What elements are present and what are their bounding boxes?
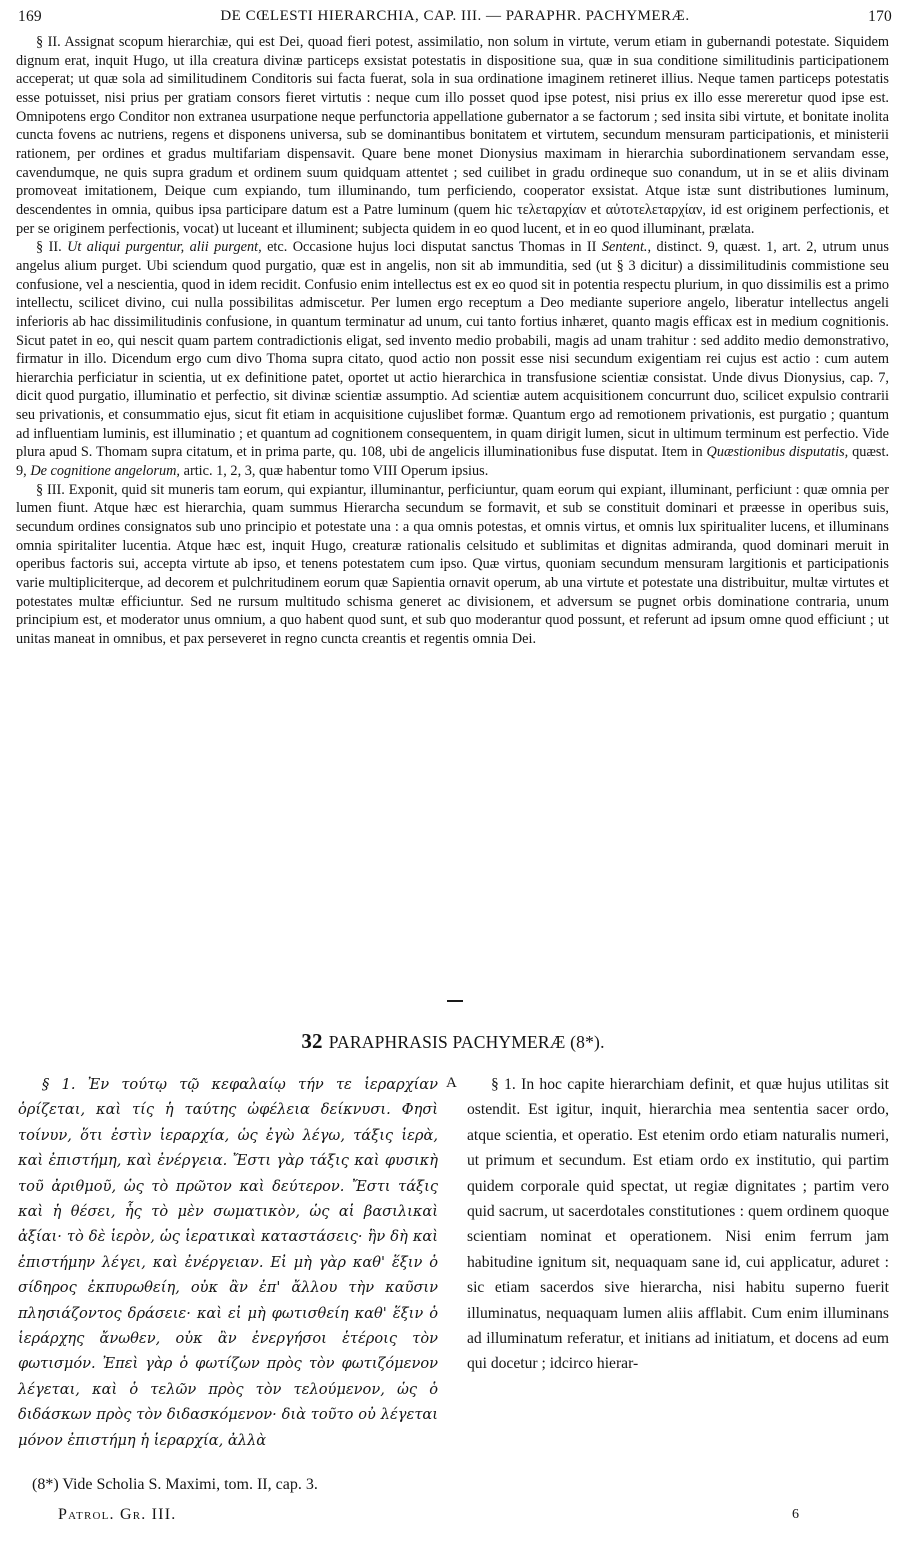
citation-title: Sentent. [601,239,648,256]
commentary-paragraph-3: § III. Exponit, quid sit muneris tam eorum, qui expiantur, illuminantur, perficiuntur, quam eorum qui expiant, illuminant, perficiunt : quæ omnia per lumen fiunt. Atque hæc est hierarchia, quam summus Hierarcha secundum se formavit, et sub se constituit dominari et præesse in operibus suis, secundum ordines consignatos sub uno principio et potestate una : a qua omnis potestas, et omnis virtus, et omnis lux spiritualiter lucens, et illuminans omnia spiritaliter lucentia. Atque hæc est, inquit Hugo, creaturæ rationalis celsitudo et sublimitas et dignitas admiranda, quod dominari meruit in operibus factoris sui, accepta virtute ab ipso, et tenens potestatem cum ipso. Quæ virtus, quoniam secundum mensuram largitionis et participationis varie multipliciterque, ad decorem et pulchritudinem eorum quæ Sapientia ornavit operum, ab una virtute et potestate una distribuitur, multæ virtutes et potestates multæ efficiuntur. Sed ne rursum multitudo schisma generet ac divisionem, et adversum se pugnet orbis dominatione contraria, unum principium est, et moderator unus omnium, a quo habent quod sunt, et sub quo moderantur quod possunt, et referunt ad ipsum omne quod efficiunt ; ut unitas maneat in omnibus, et pax perseveret in regno cuncta creantis et regentis omnia Dei. [16,481,889,647]
commentary-paragraph-1: § II. Assignat scopum hierarchiæ, qui est Dei, quoad fieri potest, assimilatio, non solum in virtute, verum etiam in gubernandi potestate. Siquidem dignum erat, inquit Hugo, ut illa creatura divinæ particeps exsistat potestatis in dispositione sua, quæ in sua conditione similitudinis participationem acceperat; ut quæ sola ad similitudinem Conditoris sui facta fuerat, sola in sua ordinatione imaginem retineret illius. Neque tamen particeps potestatis esse potuisset, nisi prius per gratiam consors fieret virtutis : neque cum illo posset quod ipse potest, nisi prius ex illo esse mereretur quod ipse est. Omnipotens ergo Conditor non extranea usurpatione neque perfunctoria appellatione gubernator a se factorum ; sed insita sibi virtute, et bonitate inolita cuncta fovens ac nutriens, regens et disponens universa, sub se dominantibus bonitatem et virtutem, secundum mensuram participationis, et ministerii rationem, per ordines et gradus multifariam dispensavit. Quare bene monet Dionysius maximam in hierarchia subordinationem servandam esse, cavendumque, ne quis supra gradum et ordinem suum quidquam attentet ; sed cuilibet in gradu ordineque suo conandum, ut in se et aliis divinam promoveat imitationem, Deique cum expiando, tum illuminando, tum perficiendo, cooperator exsistat. Atque istæ sunt distributiones luminum, descendentes in omnia, quibus ipsa participare datum est a Patre luminum (quem hic τελεταρχίαν et αὐτοτελεταρχίαν, id est originem perfectionis, et per se originem perfectionis, vocat) ut luceant et illuminent; subjecta quidem in eo quod lucent, et in eo quod illuminant, prælata. [16,34,889,237]
paragraph-text: artic. 1, 2, 3, quæ habentur tomo VIII Operum ipsius. [183,463,489,480]
running-title: DE CŒLESTI HIERARCHIA, CAP. III. — PARAPHR. PACHYMERÆ. [220,8,690,24]
page-number-left: 169 [18,8,42,25]
paragraph-text: quæst. 9, [16,444,890,480]
column-marker: A [446,1075,457,1091]
greek-text-column [18,1072,438,1453]
section-heading [0,1029,906,1054]
page-number-right: 170 [868,8,892,25]
running-head [18,8,892,30]
section-mark: § II. [36,239,62,256]
section-number: 32 [301,1029,323,1053]
paragraph-text: , distinct. 9, quæst. 1, art. 2, utrum unus angelus alium purget. Ubi sciendum quod purgatio, quæ est in angelis, non sit ab immunditia, sed (ut § 3 dicitur) a dissimilitudinis commistione seu confusione, vel a nescientia, quod in idem recidit. Confusio enim intellectus est ex eo quod sit in potentia respectu plurium, in quo dissimilis est a primo intellectu, scilicet divino, cui nulla possibilitas admiscetur. Per lumen ergo receptum a Deo mediante superiore angelo, liberatur intellectus angeli inferioris ab hac dissimilitudinis confusione, in quantum terminatur ad unum, cui tanto fortius inhæret, quanto magis efficax est in medium cognitionis. Sicut patet in eo, qui nescit quam partem contradictionis eligat, sed invento medio probabili, magis ad unam trahitur : sed addito medio demonstrativo, firmatur in illo. Dicendum ergo cum divo Thoma supra citato, quod actio non possit esse nisi secundum exigentiam rei cujus est actio : cum autem hierarchia perficiatur in scientia, ut ex definitione patet, oportet ut actio hierarchica in transfusione scientiæ consistat. Unde divus Dionysius, cap. 7, dicit quod purgatio, illuminatio et perfectio, sit divinæ scientiæ assumptio. Ad scientiæ autem acquisitionem concurrunt duo, scilicet expulsio contrarii seu privationis, et consummatio ejus, sicut fit etiam in acquisitione cujuslibet formæ. Quantum ergo ad remotionem privationis, est purgatio ; quantum ad influentiam luminis, est illuminatio ; et quantum ad cognitionem consequentem, in quam dirigit lumen, sicut in ultimum terminum est perfectio. Vide plura apud S. Thomam supra citatum, et in prima parte, qu. 108, ubi de angelicis illuminationibus fuse disputat. Item in [16,239,890,461]
greek-paragraph: § 1. Ἐν τούτῳ τῷ κεφαλαίῳ τήν τε ἱεραρχίαν ὁρίζεται, καὶ τίς ἡ ταύτης ὠφέλεια δείκνυσι. Φησὶ τοίνυν, ὅτι ἐστὶν ἱεραρχία, ὡς ἐγὼ λέγω, τάξις ἱερὰ, καὶ ἐπιστήμη, καὶ ἐνέργεια. Ἔστι γὰρ τάξις καὶ φυσικὴ τοῦ ἀριθμοῦ, ὡς τὸ πρῶτον καὶ δεύτερον. Ἔστι τάξις καὶ ἡ θέσει, ἧς τὸ μὲν σωματικὸν, ὡς αἱ βασιλικαὶ ἀξίαι· τὸ δὲ ἱερὸν, ὡς ἱερατικαὶ καταστάσεις· ἣν δὴ καὶ ἐπιστήμην λέγει, καὶ ἐνέργειαν. Εἰ μὴ γὰρ καθ' ἕξιν ὁ σίδηρος ἐκπυρωθείη, οὐκ ἂν ἐπ' ἄλλου τὴν καῦσιν πλησιάζοντος δράσειε· καὶ εἰ μὴ φωτισθείη καθ' ἕξιν ὁ ἱεράρχης ἄνωθεν, οὐκ ἂν ἐνεργήσοι ἑτέροις τὸν φωτισμόν. Ἐπεὶ γὰρ ὁ φωτίζων πρὸς τὸν φωτιζόμενον λέγεται, καὶ ὁ τελῶν πρὸς τὸν τελούμενον, ὡς ὁ διδάσκων πρὸς τὸν διδασκόμενον· διὰ τοῦτο οὐ λέγεται μόνον ἐπιστήμη ἡ ἱεραρχία, ἀλλὰ [18,1076,438,1449]
section-divider [447,1000,463,1002]
footnote: (8*) Vide Scholia S. Maximi, tom. II, cap. 3. [32,1476,318,1493]
series-signature: Patrol. Gr. III. [58,1506,177,1523]
citation-title: De cognitione angelorum, [30,463,181,480]
latin-paragraph: § 1. In hoc capite hierarchiam definit, et quæ hujus utilitas sit ostendit. Est igitur, inquit, hierarchia mea sententia sacer ordo, atque scientia, et operatio. Est etenim ordo etiam naturalis numeri, ut primum et secundum. Est etiam ordo ex institutio, qui partim quidem corporale quid spectat, ut regiæ dignitates ; partim vero quid sacrum, ut sacerdotales constitutiones : quem ordinem quoque scientiam nominat et operationem. Nisi enim ferrum jam habitudine ignitum sit, nequaquam sane id, cui applicatur, aduret : sic etiam sacerdos sive hierarcha, nisi habitu superno fuerit illuminatus, nequaquam lumen aliis afflabit. Cum enim illuminans ad illuminatum referatur, et initians ad initiatum, et docens ad eum qui docetur ; idcirco hierar- [467,1076,889,1373]
quoted-lemma: Ut aliqui purgentur, alii purgent, [67,239,262,256]
paragraph-text: etc. Occasione hujus loci disputat sanctus Thomas in II [267,239,597,256]
commentary-notes [16,33,889,649]
commentary-paragraph-2 [16,238,889,481]
latin-text-column [467,1072,889,1377]
section-title: PARAPHRASIS PACHYMERÆ (8*). [328,1032,605,1052]
citation-title: Quæstionibus disputatis, [706,444,849,461]
signature-number: 6 [792,1507,799,1522]
